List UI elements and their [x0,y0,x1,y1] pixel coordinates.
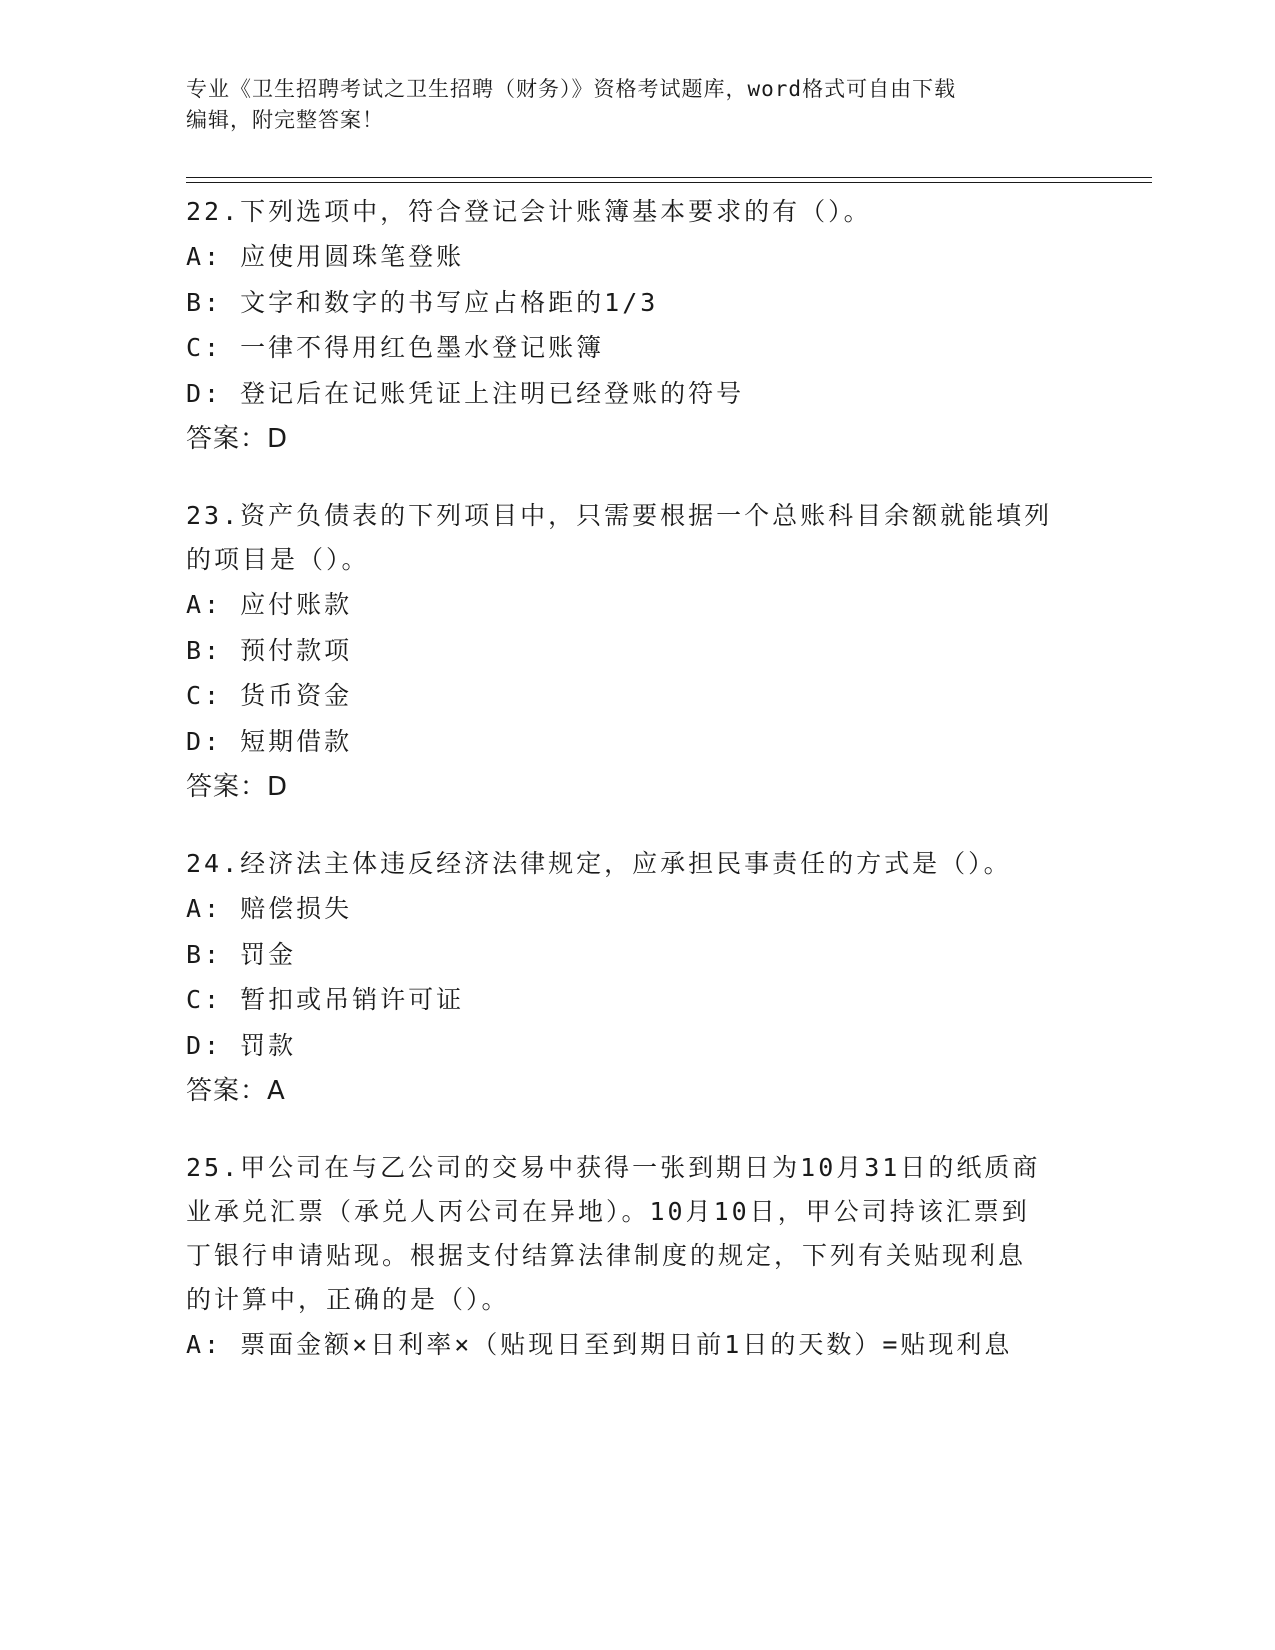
option-text: 预付款项 [240,635,353,665]
header-divider-bottom [186,182,1152,183]
option-text: 短期借款 [240,726,353,756]
question-stem: 22.下列选项中，符合登记会计账簿基本要求的有（）。 [186,197,872,226]
option-letter: D: [186,1030,223,1060]
header-line-1: 专业《卫生招聘考试之卫生招聘（财务）》资格考试题库，word格式可自由下载 [186,77,957,101]
question-25 [186,1146,1086,1368]
option-d [186,371,1086,417]
question-23 [186,494,1086,810]
option-text: 罚金 [240,939,297,969]
option-letter: A: [186,894,223,923]
question-list [186,190,1086,1400]
option-a [186,234,1086,280]
option-letter: B: [186,287,223,317]
answer-line: 答案：A [186,1076,286,1106]
question-22 [186,190,1086,462]
option-c [186,977,1086,1023]
option-letter: C: [186,985,223,1014]
option-b [186,628,1086,674]
option-text: 应付账款 [240,590,353,619]
question-stem: 24.经济法主体违反经济法律规定，应承担民事责任的方式是（）。 [186,849,1012,878]
option-letter: C: [186,333,223,362]
option-letter: D: [186,726,223,756]
option-letter: C: [186,681,223,710]
option-c [186,325,1086,371]
question-24 [186,842,1086,1114]
question-stem: 23.资产负债表的下列项目中，只需要根据一个总账科目余额就能填列 [186,501,1053,530]
header-divider-top [186,177,1152,178]
option-text: 罚款 [240,1030,297,1060]
question-stem: 丁银行申请贴现。根据支付结算法律制度的规定，下列有关贴现利息 [186,1241,1027,1270]
option-d [186,1023,1086,1069]
option-letter: A: [186,590,223,619]
option-text: 应使用圆珠笔登账 [240,242,465,271]
document-header [186,74,1066,136]
option-c [186,673,1086,719]
question-stem: 的项目是（）。 [186,545,370,574]
option-text: 货币资金 [240,681,353,710]
question-stem: 业承兑汇票（承兑人丙公司在异地）。10月10日，甲公司持该汇票到 [186,1197,1030,1226]
option-letter: B: [186,635,223,665]
option-b [186,932,1086,978]
option-text: 暂扣或吊销许可证 [240,985,465,1014]
option-text: 文字和数字的书写应占格距的1/3 [240,287,659,317]
option-letter: A: [186,1330,223,1359]
question-stem: 25.甲公司在与乙公司的交易中获得一张到期日为10月31日的纸质商 [186,1153,1041,1182]
option-a [186,582,1086,628]
option-a [186,1322,1086,1368]
question-stem: 的计算中，正确的是（）。 [186,1285,510,1314]
option-letter: A: [186,242,223,271]
option-text: 票面金额×日利率×（贴现日至到期日前1日的天数）=贴现利息 [240,1330,1013,1359]
option-text: 赔偿损失 [240,894,353,923]
option-a [186,886,1086,932]
option-d [186,719,1086,765]
option-text: 登记后在记账凭证上注明已经登账的符号 [240,378,745,408]
option-b [186,280,1086,326]
answer-line: 答案：D [186,772,289,802]
option-letter: B: [186,939,223,969]
option-text: 一律不得用红色墨水登记账簿 [240,333,605,362]
header-line-2: 编辑，附完整答案！ [186,108,384,132]
answer-line: 答案：D [186,424,289,454]
option-letter: D: [186,378,223,408]
